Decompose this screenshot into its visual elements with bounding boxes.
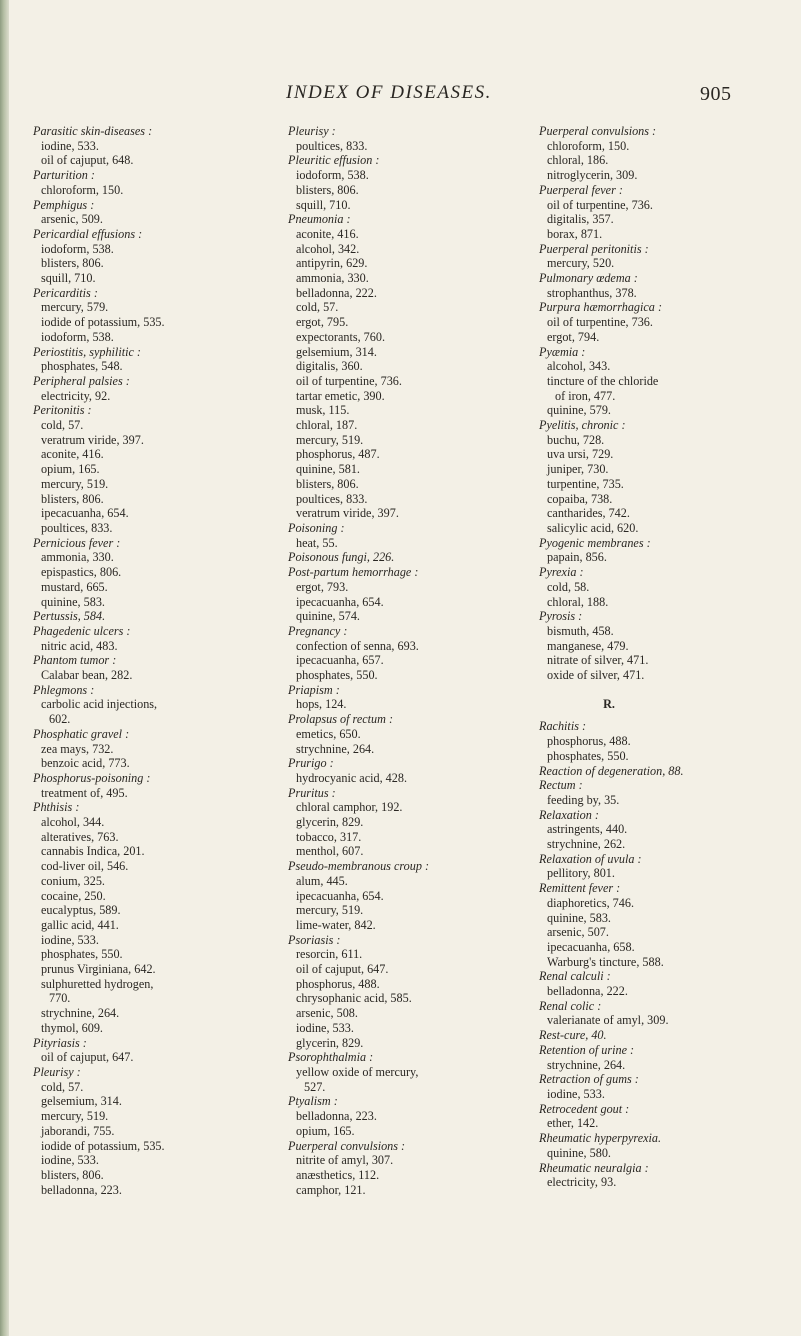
index-subentry: iodine, 533. (41, 1153, 99, 1168)
index-subentry: ipecacuanha, 654. (41, 506, 129, 521)
index-heading: Poisonous fungi, 226. (288, 550, 395, 565)
index-heading: Relaxation of uvula : (539, 851, 642, 866)
index-heading: Rheumatic hyperpyrexia. (539, 1131, 662, 1146)
index-heading: Parasitic skin-diseases : (33, 124, 153, 138)
index-subentry: poultices, 833. (296, 491, 368, 506)
index-subentry: conium, 325. (41, 873, 105, 888)
index-heading: Psorophthalmia : (288, 1050, 374, 1065)
index-subentry: ether, 142. (547, 1116, 599, 1131)
index-continuation: of iron, 477. (555, 388, 616, 403)
index-subentry: buchu, 728. (547, 432, 605, 447)
index-subentry: ergot, 793. (296, 579, 349, 594)
index-heading: Peripheral palsies : (33, 373, 130, 388)
index-heading: Pyelitis, chronic : (539, 418, 626, 433)
index-subentry: cold, 57. (296, 300, 339, 315)
index-subentry: anæsthetics, 112. (296, 1167, 380, 1182)
index-subentry: chloral, 186. (547, 153, 609, 168)
index-heading: Pleurisy : (288, 124, 336, 138)
index-subentry: manganese, 479. (547, 638, 629, 653)
index-subentry: chloroform, 150. (41, 182, 124, 197)
index-subentry: digitalis, 360. (296, 359, 363, 374)
index-subentry: diaphoretics, 746. (547, 895, 634, 910)
index-subentry: ammonia, 330. (41, 550, 114, 565)
index-subentry: iodide of potassium, 535. (41, 315, 165, 330)
index-subentry: chrysophanic acid, 585. (296, 991, 412, 1006)
index-subentry: mercury, 579. (41, 300, 109, 315)
index-subentry: oil of cajuput, 647. (41, 1050, 134, 1065)
index-subentry: ipecacuanha, 658. (547, 939, 635, 954)
index-subentry: menthol, 607. (296, 844, 364, 859)
index-subentry: quinine, 580. (547, 1145, 611, 1160)
index-subentry: iodine, 533. (547, 1087, 605, 1101)
index-subentry: resorcin, 611. (296, 947, 363, 962)
index-column-middle (288, 124, 528, 1197)
page-binding-edge (0, 0, 9, 1336)
index-subentry: iodoform, 538. (296, 168, 369, 183)
index-subentry: epispastics, 806. (41, 565, 122, 580)
index-subentry: mercury, 519. (41, 1109, 109, 1124)
page-header (0, 82, 801, 112)
index-subentry: alcohol, 342. (296, 241, 360, 256)
index-heading: Retrocedent gout : (539, 1101, 630, 1116)
index-subentry: chloral, 188. (547, 594, 609, 609)
index-heading: Rectum : (539, 778, 583, 793)
index-subentry: mercury, 519. (41, 476, 109, 491)
index-subentry: nitric acid, 483. (41, 638, 118, 653)
index-subentry: gallic acid, 441. (41, 917, 119, 932)
index-heading: Pertussis, 584. (33, 609, 106, 624)
index-subentry: phosphorus, 487. (296, 447, 380, 462)
index-heading: Phosphorus-poisoning : (33, 770, 151, 785)
index-subentry: cold, 57. (41, 1079, 84, 1094)
index-subentry: valerianate of amyl, 309. (547, 1013, 669, 1028)
index-subentry: blisters, 806. (296, 182, 359, 197)
index-subentry: arsenic, 507. (547, 925, 609, 940)
index-subentry: alcohol, 343. (547, 359, 611, 374)
index-subentry: chloroform, 150. (547, 138, 630, 153)
index-continuation: 770. (49, 991, 71, 1006)
index-heading: Peritonitis : (33, 403, 92, 418)
index-subentry: ipecacuanha, 654. (296, 594, 384, 609)
index-column-right (539, 124, 787, 1190)
index-subentry: camphor, 121. (296, 1182, 366, 1197)
index-continuation: 602. (49, 712, 71, 727)
index-subentry: zea mays, 732. (41, 741, 114, 756)
index-heading: Pruritus : (288, 785, 336, 800)
index-heading: Puerperal convulsions : (539, 124, 657, 138)
index-heading: Retention of urine : (539, 1042, 635, 1057)
index-subentry: eucalyptus, 589. (41, 903, 121, 918)
index-subentry: oil of turpentine, 736. (547, 315, 653, 330)
index-subentry: alum, 445. (296, 873, 348, 888)
index-heading: Pemphigus : (33, 197, 95, 212)
index-subentry: salicylic acid, 620. (547, 520, 639, 535)
page-number: 905 (700, 83, 732, 105)
index-heading: Pyogenic membranes : (539, 535, 651, 550)
index-heading: Retraction of gums : (539, 1072, 639, 1087)
index-heading: Psoriasis : (288, 932, 341, 947)
running-title: INDEX OF DISEASES. (286, 82, 492, 103)
index-subentry: phosphorus, 488. (547, 734, 631, 749)
index-subentry: strychnine, 264. (296, 741, 375, 756)
index-subentry: borax, 871. (547, 226, 603, 241)
index-subentry: confection of senna, 693. (296, 638, 419, 653)
index-heading: Remittent fever : (539, 881, 621, 896)
index-subentry: benzoic acid, 773. (41, 756, 130, 771)
index-subentry: squill, 710. (41, 271, 96, 286)
index-heading: Prurigo : (288, 756, 334, 771)
index-subentry: tincture of the chloride (547, 373, 659, 388)
index-heading: Relaxation : (539, 807, 599, 822)
index-heading: Pneumonia : (288, 212, 351, 227)
index-subentry: opium, 165. (41, 462, 100, 477)
index-subentry: phosphates, 550. (296, 668, 378, 683)
index-subentry: arsenic, 508. (296, 1006, 358, 1021)
index-subentry: chloral camphor, 192. (296, 800, 403, 815)
index-subentry: electricity, 92. (41, 388, 111, 403)
index-subentry: quinine, 579. (547, 403, 611, 418)
index-heading: Pseudo-membranous croup : (288, 859, 430, 874)
index-subentry: hydrocyanic acid, 428. (296, 770, 408, 785)
index-subentry: belladonna, 222. (547, 984, 628, 999)
index-subentry: iodine, 533. (41, 932, 99, 947)
index-subentry: gelsemium, 314. (41, 1094, 122, 1109)
index-subentry: iodine, 533. (41, 138, 99, 153)
index-subentry: cocaine, 250. (41, 888, 106, 903)
index-subentry: aconite, 416. (41, 447, 104, 462)
index-heading: Rest-cure, 40. (539, 1028, 607, 1043)
index-heading: Phlegmons : (33, 682, 95, 697)
index-subentry: quinine, 583. (547, 910, 611, 925)
index-subentry: mercury, 519. (296, 903, 364, 918)
index-subentry: squill, 710. (296, 197, 351, 212)
index-heading: Phthisis : (33, 800, 80, 815)
index-heading: Reaction of degeneration, 88. (539, 763, 684, 778)
index-heading: Phantom tumor : (33, 653, 117, 668)
index-subentry: prunus Virginiana, 642. (41, 962, 156, 977)
index-heading: Phagedenic ulcers : (33, 623, 131, 638)
index-heading: Rheumatic neuralgia : (539, 1160, 649, 1175)
index-subentry: hops, 124. (296, 697, 347, 712)
index-heading: Phosphatic gravel : (33, 726, 130, 741)
index-subentry: turpentine, 735. (547, 476, 624, 491)
index-heading: Pyrexia : (539, 565, 584, 580)
index-heading: Rachitis : (539, 719, 587, 734)
index-subentry: phosphates, 550. (547, 748, 629, 763)
index-heading: Pleuritic effusion : (288, 153, 380, 168)
index-subentry: Warburg's tincture, 588. (547, 954, 664, 969)
index-subentry: veratrum viride, 397. (296, 506, 399, 521)
index-heading: Pericardial effusions : (33, 226, 143, 241)
index-subentry: iodoform, 538. (41, 329, 114, 344)
index-subentry: poultices, 833. (41, 520, 113, 535)
index-subentry: veratrum viride, 397. (41, 432, 144, 447)
index-subentry: alteratives, 763. (41, 829, 119, 844)
index-heading: Pyrosis : (539, 609, 583, 624)
index-subentry: ammonia, 330. (296, 271, 369, 286)
index-subentry: ipecacuanha, 657. (296, 653, 384, 668)
index-heading: Poisoning : (288, 520, 345, 535)
index-subentry: emetics, 650. (296, 726, 361, 741)
index-subentry: oil of cajuput, 648. (41, 153, 134, 168)
index-subentry: belladonna, 223. (296, 1109, 377, 1124)
index-heading: Purpura hæmorrhagica : (539, 300, 663, 315)
index-subentry: lime-water, 842. (296, 917, 376, 932)
index-subentry: papain, 856. (547, 550, 607, 565)
index-subentry: poultices, 833. (296, 138, 368, 153)
index-subentry: tartar emetic, 390. (296, 388, 385, 403)
index-heading: Pregnancy : (288, 623, 348, 638)
index-heading: Renal colic : (539, 998, 602, 1013)
index-subentry: iodide of potassium, 535. (41, 1138, 165, 1153)
index-subentry: nitroglycerin, 309. (547, 168, 638, 183)
index-subentry: mustard, 665. (41, 579, 108, 594)
index-heading: Periostitis, syphilitic : (33, 344, 141, 359)
index-subentry: Calabar bean, 282. (41, 668, 133, 683)
index-subentry: tobacco, 317. (296, 829, 362, 844)
index-subentry: thymol, 609. (41, 1020, 103, 1035)
index-heading: Priapism : (288, 682, 340, 697)
index-heading: Pyæmia : (539, 344, 586, 359)
index-subentry: heat, 55. (296, 535, 338, 550)
index-subentry: strychnine, 264. (547, 1057, 626, 1072)
index-subentry: oil of cajuput, 647. (296, 962, 389, 977)
index-subentry: blisters, 806. (296, 476, 359, 491)
index-subentry: belladonna, 223. (41, 1182, 122, 1197)
index-subentry: ergot, 794. (547, 329, 600, 344)
index-subentry: nitrite of amyl, 307. (296, 1153, 394, 1168)
index-subentry: blisters, 806. (41, 1167, 104, 1182)
index-subentry: iodoform, 538. (41, 241, 114, 256)
index-subentry: glycerin, 829. (296, 815, 364, 830)
index-subentry: iodine, 533. (296, 1020, 354, 1035)
index-subentry: gelsemium, 314. (296, 344, 377, 359)
index-heading: Pericarditis : (33, 285, 98, 300)
index-subentry: digitalis, 357. (547, 212, 614, 227)
index-subentry: quinine, 583. (41, 594, 105, 609)
index-subentry: cod-liver oil, 546. (41, 859, 129, 874)
index-subentry: nitrate of silver, 471. (547, 653, 649, 668)
index-subentry: uva ursi, 729. (547, 447, 614, 462)
index-subentry: ipecacuanha, 654. (296, 888, 384, 903)
index-subentry: carbolic acid injections, (41, 697, 158, 712)
index-subentry: alcohol, 344. (41, 815, 105, 830)
index-subentry: treatment of, 495. (41, 785, 128, 800)
index-subentry: glycerin, 829. (296, 1035, 364, 1050)
index-subentry: arsenic, 509. (41, 212, 103, 227)
index-subentry: cannabis Indica, 201. (41, 844, 145, 859)
index-subentry: opium, 165. (296, 1123, 355, 1138)
index-column-left (33, 124, 273, 1197)
index-subentry: quinine, 581. (296, 462, 360, 477)
index-subentry: strychnine, 262. (547, 837, 626, 852)
index-heading: Puerperal convulsions : (288, 1138, 406, 1153)
index-subentry: cantharides, 742. (547, 506, 630, 521)
index-subentry: copaiba, 738. (547, 491, 613, 506)
index-subentry: mercury, 520. (547, 256, 615, 271)
index-subentry: musk, 115. (296, 403, 350, 418)
index-continuation: 527. (304, 1079, 326, 1094)
index-subentry: belladonna, 222. (296, 285, 377, 300)
index-heading: Puerperal fever : (539, 182, 623, 197)
index-subentry: ergot, 795. (296, 315, 349, 330)
index-subentry: antipyrin, 629. (296, 256, 368, 271)
index-subentry: aconite, 416. (296, 226, 359, 241)
index-subentry: cold, 58. (547, 579, 590, 594)
index-subentry: quinine, 574. (296, 609, 360, 624)
section-letter: R. (603, 696, 615, 711)
index-heading: Pleurisy : (33, 1065, 81, 1079)
index-heading: Pulmonary œdema : (539, 271, 638, 286)
index-subentry: expectorants, 760. (296, 329, 386, 344)
index-subentry: strophanthus, 378. (547, 285, 637, 300)
index-subentry: jaborandi, 755. (41, 1123, 115, 1138)
index-subentry: feeding by, 35. (547, 792, 620, 807)
index-heading: Post-partum hemorrhage : (288, 565, 419, 580)
index-heading: Pernicious fever : (33, 535, 121, 550)
index-subentry: oxide of silver, 471. (547, 668, 645, 683)
index-subentry: yellow oxide of mercury, (296, 1065, 419, 1079)
index-heading: Prolapsus of rectum : (288, 712, 394, 727)
index-heading: Ptyalism : (288, 1094, 338, 1109)
index-subentry: strychnine, 264. (41, 1006, 120, 1021)
index-subentry: sulphuretted hydrogen, (41, 976, 154, 991)
index-subentry: pellitory, 801. (547, 866, 615, 881)
index-subentry: oil of turpentine, 736. (296, 373, 402, 388)
index-subentry: chloral, 187. (296, 418, 358, 433)
index-subentry: cold, 57. (41, 418, 84, 433)
index-subentry: blisters, 806. (41, 491, 104, 506)
index-heading: Pityriasis : (33, 1035, 87, 1050)
index-subentry: phosphates, 550. (41, 947, 123, 962)
index-subentry: mercury, 519. (296, 432, 364, 447)
index-subentry: blisters, 806. (41, 256, 104, 271)
index-subentry: electricity, 93. (547, 1175, 617, 1190)
index-heading: Parturition : (33, 168, 95, 183)
index-subentry: phosphates, 548. (41, 359, 123, 374)
index-subentry: oil of turpentine, 736. (547, 197, 653, 212)
index-heading: Puerperal peritonitis : (539, 241, 649, 256)
index-subentry: bismuth, 458. (547, 623, 614, 638)
index-subentry: juniper, 730. (547, 462, 609, 477)
index-subentry: astringents, 440. (547, 822, 628, 837)
index-heading: Renal calculi : (539, 969, 611, 984)
index-subentry: phosphorus, 488. (296, 976, 380, 991)
